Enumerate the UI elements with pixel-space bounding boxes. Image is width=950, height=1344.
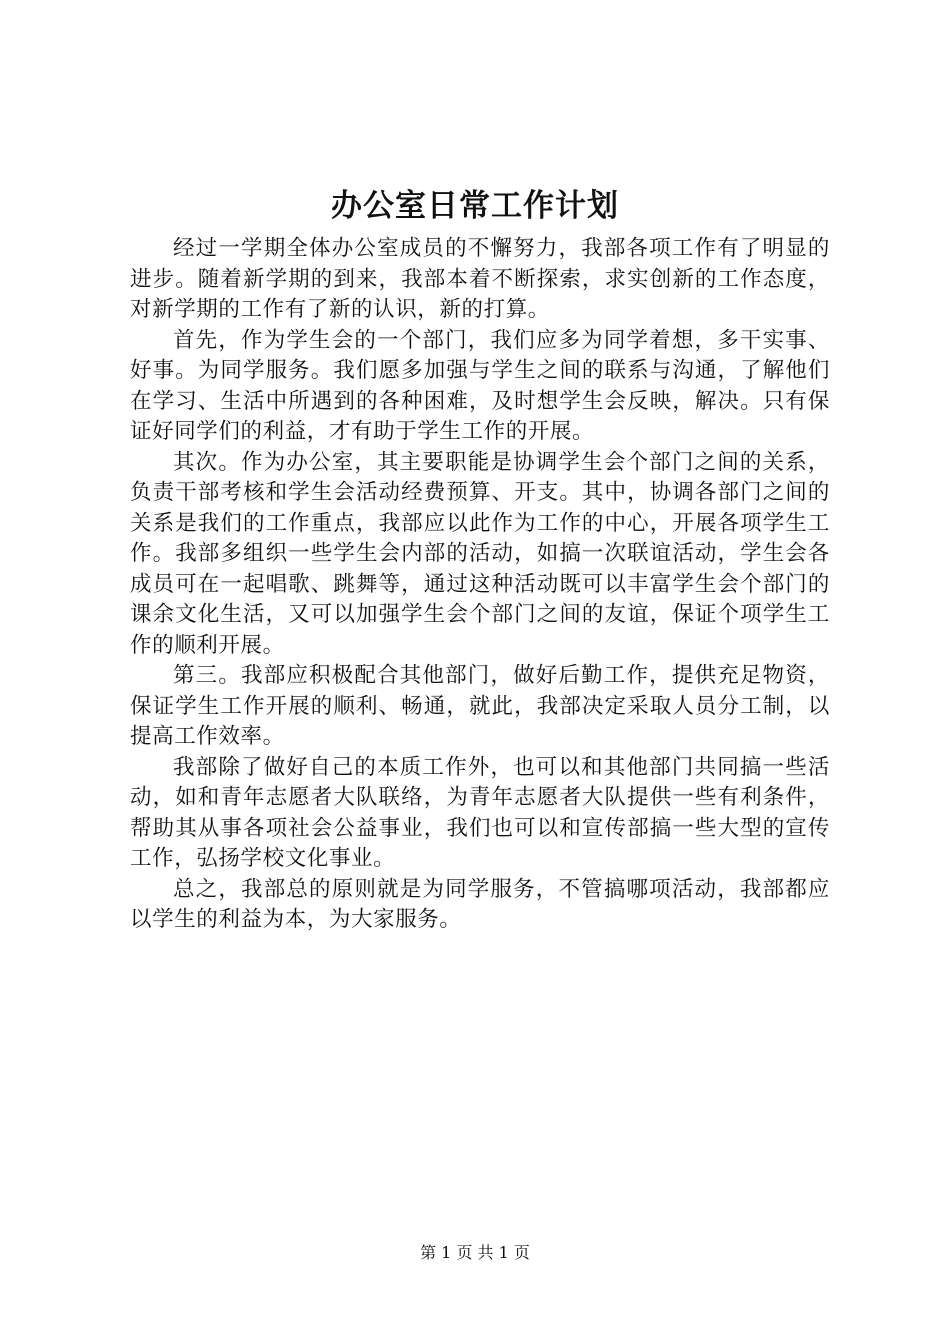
document-title: 办公室日常工作计划 (331, 188, 619, 224)
paragraph: 首先，作为学生会的一个部门，我们应多为同学着想，多干实事、好事。为同学服务。我们愿多加强与学生之间的联系与沟通，了解他们在学习、生活中所遇到的各种困难，及时想学生会反映，解决。只有保证好同学们的利益，才有助于学生工作的开展。 (130, 327, 830, 444)
paragraph: 总之，我部总的原则就是为同学服务，不管搞哪项活动，我部都应以学生的利益为本，为大家服务。 (130, 876, 830, 932)
page-number-footer: 第 1 页 共 1 页 (420, 1243, 530, 1262)
document-body (130, 234, 830, 936)
paragraph: 第三。我部应积极配合其他部门，做好后勤工作，提供充足物资，保证学生工作开展的顺利、畅通，就此，我部决定采取人员分工制，以提高工作效率。 (130, 663, 830, 749)
paragraph: 经过一学期全体办公室成员的不懈努力，我部各项工作有了明显的进步。随着新学期的到来，我部本着不断探索，求实创新的工作态度，对新学期的工作有了新的认识，新的打算。 (130, 236, 830, 322)
paragraph: 我部除了做好自己的本质工作外，也可以和其他部门共同搞一些活动，如和青年志愿者大队联络，为青年志愿者大队提供一些有利条件，帮助其从事各项社会公益事业，我们也可以和宣传部搞一些大型的宣传工作，弘扬学校文化事业。 (130, 754, 830, 871)
paragraph: 其次。作为办公室，其主要职能是协调学生会个部门之间的关系，负责干部考核和学生会活动经费预算、开支。其中，协调各部门之间的关系是我们的工作重点，我部应以此作为工作的中心，开展各项学生工作。我部多组织一些学生会内部的活动，如搞一次联谊活动，学生会各成员可在一起唱歌、跳舞等，通过这种活动既可以丰富学生会个部门的课余文化生活，又可以加强学生会个部门之间的友谊，保证个项学生工作的顺利开展。 (130, 449, 830, 658)
